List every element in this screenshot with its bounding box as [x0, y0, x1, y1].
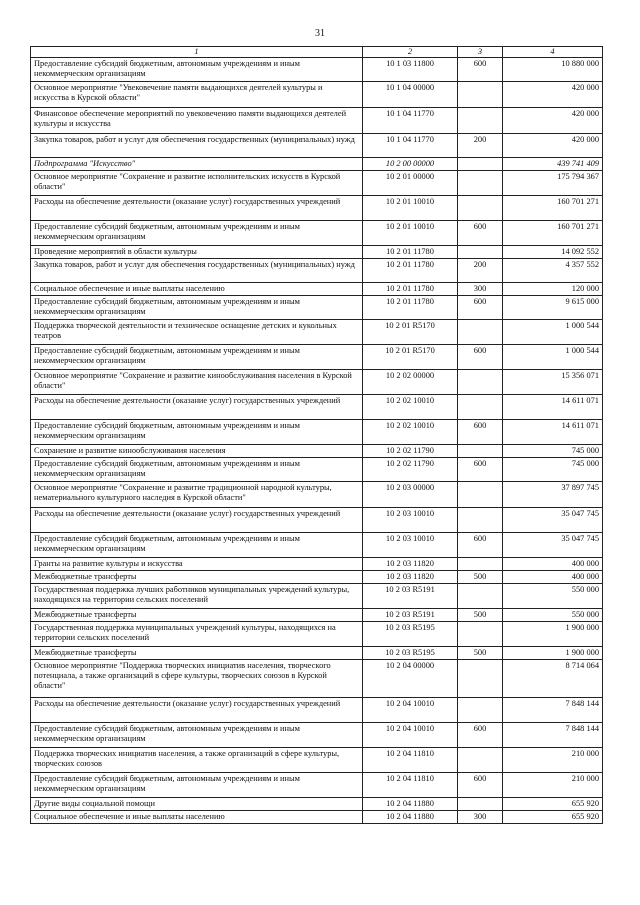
- row-name: Межбюджетные трансферты: [31, 571, 363, 584]
- row-amount: 655 920: [503, 798, 603, 811]
- row-amount: 655 920: [503, 811, 603, 824]
- row-vr-code: [458, 246, 503, 259]
- header-vr: 3: [458, 47, 503, 58]
- budget-table: [30, 46, 603, 824]
- row-amount: 745 000: [503, 445, 603, 458]
- table-header-row: [31, 47, 603, 58]
- row-amount: 550 000: [503, 584, 603, 609]
- table-row: [31, 345, 603, 370]
- row-vr-code: 500: [458, 609, 503, 622]
- row-amount: 10 880 000: [503, 58, 603, 82]
- row-amount: 210 000: [503, 773, 603, 798]
- row-name: Межбюджетные трансферты: [31, 609, 363, 622]
- row-amount: 37 897 745: [503, 482, 603, 508]
- table-row: [31, 134, 603, 158]
- row-amount: 14 611 071: [503, 420, 603, 445]
- table-row: [31, 296, 603, 320]
- row-code: 10 1 03 11800: [363, 58, 458, 82]
- row-code: 10 2 04 00000: [363, 660, 458, 698]
- row-name: Основное мероприятие "Поддержка творческих инициатив населения, творческого потенциала, а также организаций в сфере культуры, творческих союзов в Курской области": [31, 660, 363, 698]
- table-row: [31, 370, 603, 395]
- row-amount: 160 701 271: [503, 221, 603, 246]
- row-vr-code: 500: [458, 647, 503, 660]
- table-row: [31, 698, 603, 723]
- table-row: [31, 445, 603, 458]
- row-code: 10 2 01 R5170: [363, 320, 458, 345]
- row-code: 10 2 01 11780: [363, 259, 458, 283]
- row-code: 10 2 02 00000: [363, 370, 458, 395]
- row-amount: 1 000 544: [503, 345, 603, 370]
- row-vr-code: [458, 798, 503, 811]
- row-code: 10 2 00 00000: [363, 158, 458, 171]
- row-vr-code: [458, 82, 503, 108]
- row-code: 10 2 03 11820: [363, 558, 458, 571]
- row-amount: 14 611 071: [503, 395, 603, 420]
- row-vr-code: 600: [458, 723, 503, 748]
- table-row: [31, 533, 603, 558]
- row-vr-code: [458, 660, 503, 698]
- table-row: [31, 395, 603, 420]
- table-row: [31, 82, 603, 108]
- row-vr-code: [458, 196, 503, 221]
- row-code: 10 2 04 11810: [363, 748, 458, 773]
- row-name: Социальное обеспечение и иные выплаты населению: [31, 283, 363, 296]
- row-name: Государственная поддержка лучших работников муниципальных учреждений культуры, находящихся на территории сельских поселений: [31, 584, 363, 609]
- table-row: [31, 622, 603, 647]
- row-code: 10 2 03 R5195: [363, 647, 458, 660]
- row-name: Закупка товаров, работ и услуг для обеспечения государственных (муниципальных) нужд: [31, 134, 363, 158]
- row-code: 10 2 02 11790: [363, 445, 458, 458]
- row-code: 10 2 01 11780: [363, 296, 458, 320]
- row-code: 10 2 01 11780: [363, 283, 458, 296]
- row-amount: 7 848 144: [503, 698, 603, 723]
- row-name: Межбюджетные трансферты: [31, 647, 363, 660]
- row-vr-code: 600: [458, 296, 503, 320]
- row-amount: 210 000: [503, 748, 603, 773]
- page-number: 31: [315, 28, 325, 39]
- row-vr-code: 500: [458, 571, 503, 584]
- row-vr-code: 200: [458, 134, 503, 158]
- row-code: 10 2 02 10010: [363, 420, 458, 445]
- row-name: Подпрограмма "Искусство": [31, 158, 363, 171]
- row-code: 10 2 03 00000: [363, 482, 458, 508]
- row-code: 10 2 04 11880: [363, 798, 458, 811]
- row-amount: 35 047 745: [503, 533, 603, 558]
- table-row: [31, 584, 603, 609]
- row-amount: 439 741 409: [503, 158, 603, 171]
- row-amount: 120 000: [503, 283, 603, 296]
- row-vr-code: [458, 698, 503, 723]
- row-code: 10 2 03 R5191: [363, 609, 458, 622]
- row-vr-code: 600: [458, 345, 503, 370]
- table-row: [31, 171, 603, 196]
- row-vr-code: [458, 748, 503, 773]
- row-amount: 400 000: [503, 558, 603, 571]
- table-row: [31, 221, 603, 246]
- row-vr-code: 200: [458, 259, 503, 283]
- row-code: 10 2 03 R5191: [363, 584, 458, 609]
- row-amount: 400 000: [503, 571, 603, 584]
- row-name: Другие виды социальной помощи: [31, 798, 363, 811]
- row-vr-code: 300: [458, 283, 503, 296]
- row-vr-code: 600: [458, 773, 503, 798]
- table-row: [31, 58, 603, 82]
- row-name: Расходы на обеспечение деятельности (оказание услуг) государственных учреждений: [31, 508, 363, 533]
- table-row: [31, 811, 603, 824]
- row-amount: 14 092 552: [503, 246, 603, 259]
- table-row: [31, 482, 603, 508]
- table-row: [31, 283, 603, 296]
- row-vr-code: 300: [458, 811, 503, 824]
- row-amount: 420 000: [503, 134, 603, 158]
- row-name: Предоставление субсидий бюджетным, автономным учреждениям и иным некоммерческим организациям: [31, 296, 363, 320]
- row-name: Поддержка творческих инициатив населения, а также организаций в сфере культуры, творческих союзов: [31, 748, 363, 773]
- row-amount: 1 900 000: [503, 647, 603, 660]
- row-amount: 7 848 144: [503, 723, 603, 748]
- table-row: [31, 748, 603, 773]
- table-row: [31, 723, 603, 748]
- header-name: 1: [31, 47, 363, 58]
- header-amount: 4: [503, 47, 603, 58]
- header-code: 2: [363, 47, 458, 58]
- row-vr-code: [458, 622, 503, 647]
- row-vr-code: 600: [458, 533, 503, 558]
- row-name: Предоставление субсидий бюджетным, автономным учреждениям и иным некоммерческим организациям: [31, 420, 363, 445]
- row-code: 10 2 03 R5195: [363, 622, 458, 647]
- row-amount: 15 356 071: [503, 370, 603, 395]
- row-vr-code: [458, 482, 503, 508]
- table-row: [31, 571, 603, 584]
- row-code: 10 2 03 10010: [363, 533, 458, 558]
- row-code: 10 2 01 10010: [363, 196, 458, 221]
- row-name: Предоставление субсидий бюджетным, автономным учреждениям и иным некоммерческим организациям: [31, 221, 363, 246]
- row-vr-code: 600: [458, 58, 503, 82]
- table-row: [31, 647, 603, 660]
- row-code: 10 2 02 11790: [363, 458, 458, 482]
- row-name: Предоставление субсидий бюджетным, автономным учреждениям и иным некоммерческим организациям: [31, 533, 363, 558]
- row-amount: 1 900 000: [503, 622, 603, 647]
- row-vr-code: 600: [458, 420, 503, 445]
- table-row: [31, 609, 603, 622]
- row-code: 10 2 03 10010: [363, 508, 458, 533]
- row-name: Предоставление субсидий бюджетным, автономным учреждениям и иным некоммерческим организациям: [31, 458, 363, 482]
- table-row: [31, 246, 603, 259]
- row-code: 10 2 04 11810: [363, 773, 458, 798]
- row-code: 10 1 04 00000: [363, 82, 458, 108]
- row-code: 10 2 01 R5170: [363, 345, 458, 370]
- row-name: Расходы на обеспечение деятельности (оказание услуг) государственных учреждений: [31, 395, 363, 420]
- row-name: Поддержка творческой деятельности и техническое оснащение детских и кукольных театров: [31, 320, 363, 345]
- row-name: Гранты на развитие культуры и искусства: [31, 558, 363, 571]
- row-name: Предоставление субсидий бюджетным, автономным учреждениям и иным некоммерческим организациям: [31, 773, 363, 798]
- row-amount: 160 701 271: [503, 196, 603, 221]
- table-row: [31, 108, 603, 134]
- row-amount: 1 000 544: [503, 320, 603, 345]
- row-vr-code: [458, 158, 503, 171]
- row-code: 10 2 04 11880: [363, 811, 458, 824]
- row-name: Основное мероприятие "Сохранение и развитие исполнительских искусств в Курской области": [31, 171, 363, 196]
- table-row: [31, 320, 603, 345]
- row-amount: 8 714 064: [503, 660, 603, 698]
- row-vr-code: 600: [458, 221, 503, 246]
- row-name: Предоставление субсидий бюджетным, автономным учреждениям и иным некоммерческим организациям: [31, 58, 363, 82]
- row-amount: 9 615 000: [503, 296, 603, 320]
- row-name: Закупка товаров, работ и услуг для обеспечения государственных (муниципальных) нужд: [31, 259, 363, 283]
- row-vr-code: [458, 445, 503, 458]
- row-code: 10 2 02 10010: [363, 395, 458, 420]
- table-row: [31, 773, 603, 798]
- row-vr-code: [458, 508, 503, 533]
- row-vr-code: [458, 395, 503, 420]
- row-vr-code: [458, 171, 503, 196]
- row-name: Расходы на обеспечение деятельности (оказание услуг) государственных учреждений: [31, 196, 363, 221]
- row-code: 10 2 03 11820: [363, 571, 458, 584]
- row-code: 10 2 04 10010: [363, 698, 458, 723]
- row-amount: 550 000: [503, 609, 603, 622]
- row-code: 10 2 04 10010: [363, 723, 458, 748]
- row-vr-code: [458, 108, 503, 134]
- row-name: Сохранение и развитие кинообслуживания населения: [31, 445, 363, 458]
- row-name: Основное мероприятие "Сохранение и развитие кинообслуживания населения в Курской области": [31, 370, 363, 395]
- row-name: Предоставление субсидий бюджетным, автономным учреждениям и иным некоммерческим организациям: [31, 345, 363, 370]
- row-name: Основное мероприятие "Увековечение памяти выдающихся деятелей культуры и искусства в Курской области": [31, 82, 363, 108]
- row-amount: 420 000: [503, 82, 603, 108]
- table-row: [31, 558, 603, 571]
- row-name: Проведение мероприятий в области культуры: [31, 246, 363, 259]
- row-vr-code: [458, 370, 503, 395]
- table-row: [31, 158, 603, 171]
- table-row: [31, 660, 603, 698]
- row-code: 10 2 01 00000: [363, 171, 458, 196]
- row-name: Предоставление субсидий бюджетным, автономным учреждениям и иным некоммерческим организациям: [31, 723, 363, 748]
- row-vr-code: [458, 584, 503, 609]
- table-row: [31, 798, 603, 811]
- row-amount: 175 794 367: [503, 171, 603, 196]
- row-name: Финансовое обеспечение мероприятий по увековечению памяти выдающихся деятелей культуры и искусства: [31, 108, 363, 134]
- row-name: Расходы на обеспечение деятельности (оказание услуг) государственных учреждений: [31, 698, 363, 723]
- row-vr-code: 600: [458, 458, 503, 482]
- table-row: [31, 196, 603, 221]
- row-vr-code: [458, 558, 503, 571]
- row-amount: 4 357 552: [503, 259, 603, 283]
- table-row: [31, 259, 603, 283]
- row-name: Социальное обеспечение и иные выплаты населению: [31, 811, 363, 824]
- row-name: Государственная поддержка муниципальных учреждений культуры, находящихся на территории сельских поселений: [31, 622, 363, 647]
- table-row: [31, 420, 603, 445]
- row-code: 10 1 04 11770: [363, 108, 458, 134]
- row-amount: 745 000: [503, 458, 603, 482]
- row-code: 10 2 01 11780: [363, 246, 458, 259]
- table-row: [31, 458, 603, 482]
- row-code: 10 2 01 10010: [363, 221, 458, 246]
- row-amount: 35 047 745: [503, 508, 603, 533]
- row-code: 10 1 04 11770: [363, 134, 458, 158]
- table-row: [31, 508, 603, 533]
- row-vr-code: [458, 320, 503, 345]
- row-amount: 420 000: [503, 108, 603, 134]
- row-name: Основное мероприятие "Сохранение и развитие традиционной народной культуры, нематериального культурного наследия в Курской области": [31, 482, 363, 508]
